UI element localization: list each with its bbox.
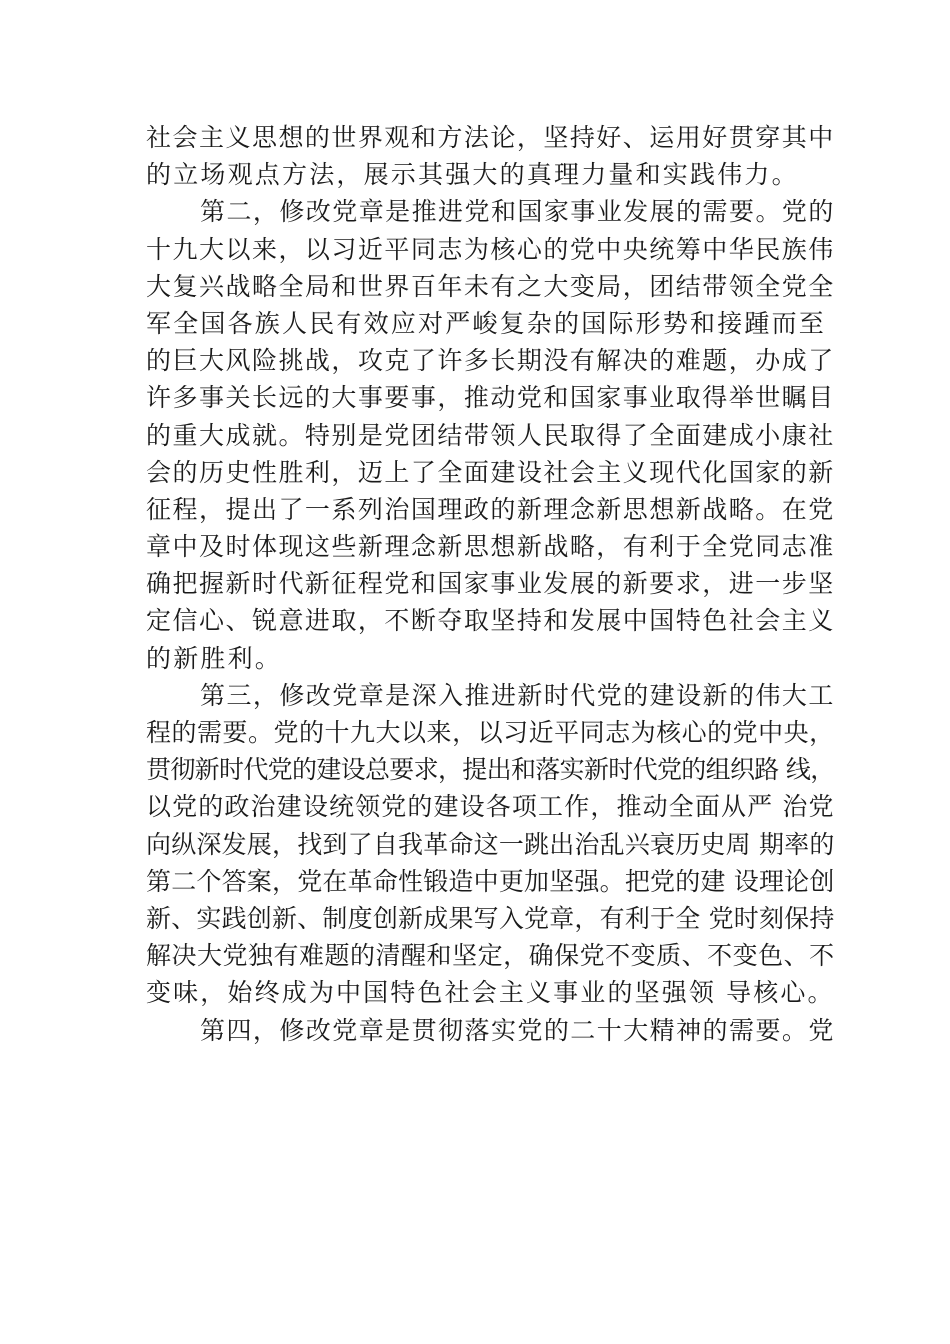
text-line: 定信心、锐意进取，不断夺取坚持和发展中国特色社会主义 [146, 606, 835, 636]
text-line: 征程，提出了一系列治国理政的新理念新思想新战略。在党 [146, 494, 835, 524]
text-line: 向纵深发展，找到了自我革命这一跳出治乱兴衰历史周 期率的 [146, 829, 835, 859]
text-line: 变味，始终成为中国特色社会主义事业的坚强领 导核心。 [146, 978, 835, 1008]
text-line: 第二个答案，党在革命性锻造中更加坚强。把党的建 设理论创 [146, 866, 835, 896]
text-line: 以党的政治建设统领党的建设各项工作，推动全面从严 治党 [146, 792, 835, 822]
text-line: 新、实践创新、制度创新成果写入党章，有利于全 党时刻保持 [146, 903, 835, 933]
paragraph-start-line: 第二，修改党章是推进党和国家事业发展的需要。党的 [200, 197, 835, 227]
text-line: 大复兴战略全局和世界百年未有之大变局，团结带领全党全 [146, 271, 835, 301]
text-line: 社会主义思想的世界观和方法论，坚持好、运用好贯穿其中 [146, 123, 835, 152]
text-line: 章中及时体现这些新理念新思想新战略，有利于全党同志准 [146, 532, 835, 562]
text-line: 解决大党独有难题的清醒和坚定，确保党不变质、不变色、不 [146, 941, 835, 971]
text-line: 确把握新时代新征程党和国家事业发展的新要求，进一步坚 [146, 569, 835, 599]
text-line: 军全国各族人民有效应对严峻复杂的国际形势和接踵而至 [146, 308, 827, 338]
text-line: 程的需要。党的十九大以来，以习近平同志为核心的党中央， [146, 718, 835, 747]
text-line: 的新胜利。 [146, 643, 283, 673]
text-line: 的立场观点方法，展示其强大的真理力量和实践伟力。 [146, 160, 799, 190]
text-line: 十九大以来，以习近平同志为核心的党中央统筹中华民族伟 [146, 234, 835, 264]
text-line: 贯彻新时代党的建设总要求，提出和落实新时代党的组织路 线， [146, 755, 835, 785]
paragraph-start-line: 第三，修改党章是深入推进新时代党的建设新的伟大工 [200, 680, 835, 710]
text-line: 的重大成就。特别是党团结带领人民取得了全面建成小康社 [146, 420, 835, 450]
paragraph-start-line: 第四，修改党章是贯彻落实党的二十大精神的需要。党 [200, 1015, 835, 1045]
body-text [146, 119, 836, 1049]
text-line: 会的历史性胜利，迈上了全面建设社会主义现代化国家的新 [146, 457, 835, 487]
text-line: 的巨大风险挑战，攻克了许多长期没有解决的难题，办成了 [146, 346, 835, 376]
text-line: 许多事关长远的大事要事，推动党和国家事业取得举世瞩目 [146, 383, 835, 413]
